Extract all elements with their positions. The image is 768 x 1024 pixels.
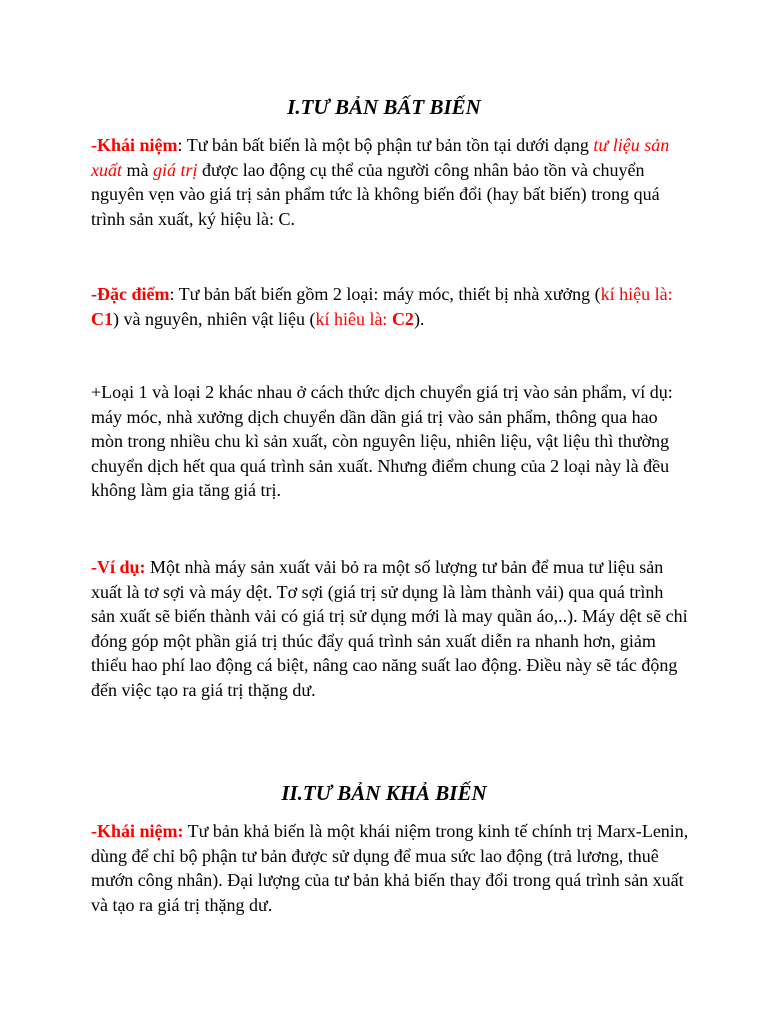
- feature-label: -Đặc điểm: [91, 284, 170, 304]
- section-2-heading: II.TƯ BẢN KHẢ BIẾN: [281, 781, 487, 805]
- section-1-concept-paragraph: [91, 133, 691, 231]
- variable-capital-concept-text: Tư bản khả biến là một khái niệm trong kinh tế chính trị Marx-Lenin, dùng để chỉ bộ phận tư bản được sử dụng để mua sức lao động (trả lương, thuê mướn công nhân). Đại lượng của tư bản khả biến thay đổi trong quá trình sản xuất và tạo ra giá trị thặng dư.: [91, 821, 689, 915]
- feature-text-1: Tư bản bất biến gồm 2 loại: máy móc, thiết bị nhà xưởng (: [178, 284, 601, 304]
- feature-code-c1: C1: [91, 308, 113, 329]
- concept-text-1: Tư bản bất biến là một bộ phận tư bản tồn tại dưới dạng: [186, 135, 594, 155]
- example-label: -Ví dụ:: [91, 557, 146, 577]
- concept-text-3: được lao động cụ thể của người công nhân bảo tồn và chuyển nguyên vẹn vào giá trị sản phẩm tức là không biến đổi (hay bất biến) trong quá trình sản xuất, ký hiệu là: C.: [91, 159, 660, 229]
- section-1-example-paragraph: [91, 555, 691, 703]
- feature-colon: :: [169, 284, 179, 304]
- section-1-heading: I.TƯ BẢN BẤT BIẾN: [287, 95, 481, 119]
- variable-capital-concept-label: -Khái niệm:: [91, 821, 184, 841]
- feature-note-2: kí hiêu là:: [315, 308, 392, 329]
- concept-text-2: mà: [122, 159, 153, 180]
- concept-term-value: giá trị: [153, 159, 198, 180]
- concept-term-means-of-production: tư liệu sản xuất: [91, 135, 670, 180]
- feature-note-1: kí hiệu là:: [600, 284, 673, 304]
- section-2-concept-paragraph: [91, 819, 691, 917]
- section-1-feature-paragraph: [91, 282, 691, 331]
- feature-text-2: ) và nguyên, nhiên vật liệu (: [113, 308, 316, 329]
- concept-colon: :: [177, 135, 187, 155]
- feature-code-c2: C2: [391, 308, 414, 329]
- section-1-compare-paragraph: +Loại 1 và loại 2 khác nhau ở cách thức dịch chuyển giá trị vào sản phẩm, ví dụ: máy móc, nhà xưởng dịch chuyển dần dần giá trị vào sản phẩm, thông qua hao mòn trong nhiều chu kì sản xuất, còn nguyên liệu, nhiên liệu, vật liệu thì thường chuyển dịch hết qua quá trình sản xuất. Nhưng điểm chung của 2 loại này là đều không làm gia tăng giá trị.: [91, 382, 673, 501]
- feature-text-3: ).: [413, 308, 425, 329]
- concept-label: -Khái niệm: [91, 135, 178, 155]
- example-text: Một nhà máy sản xuất vải bỏ ra một số lượng tư bản để mua tư liệu sản xuất là tơ sợi và máy dệt. Tơ sợi (giá trị sử dụng là làm thành vải) qua quá trình sản xuất sẽ biến thành vải có giá trị sử dụng mới là may quần áo,..). Máy dệt sẽ chỉ đóng góp một phần giá trị thúc đẩy quá trình sản xuất diễn ra nhanh hơn, giảm thiểu hao phí lao động cá biệt, nâng cao năng suất lao động. Điều này sẽ tác động đến việc tạo ra giá trị thặng dư.: [91, 557, 688, 700]
